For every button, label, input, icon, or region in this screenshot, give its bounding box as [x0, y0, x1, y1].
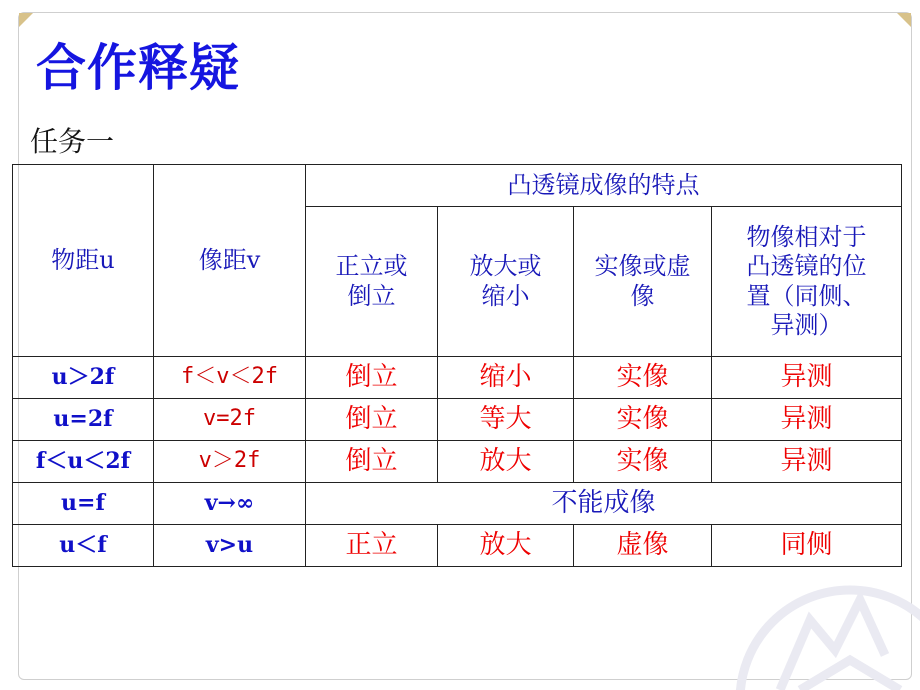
cell-image-type: 虚像 — [574, 525, 712, 567]
cell-u: u＞2f — [13, 357, 154, 399]
cell-size: 放大 — [438, 525, 574, 567]
cell-no-image: 不能成像 — [306, 483, 902, 525]
cell-v: f＜v＜2f — [154, 357, 306, 399]
cell-size: 放大 — [438, 441, 574, 483]
header-object-distance: 物距u — [13, 165, 154, 357]
cell-v: v>u — [154, 525, 306, 567]
header-position: 物像相对于 凸透镜的位 置（同侧、 异测） — [712, 207, 902, 357]
slide-title: 合作释疑 — [36, 39, 240, 97]
header-characteristics: 凸透镜成像的特点 — [306, 165, 902, 207]
header-image-distance: 像距v — [154, 165, 306, 357]
cell-orientation: 倒立 — [306, 441, 438, 483]
header-image-type: 实像或虚 像 — [574, 207, 712, 357]
cell-size: 等大 — [438, 399, 574, 441]
corner-decoration — [19, 13, 33, 27]
cell-v: v→∞ — [154, 483, 306, 525]
cell-position: 异测 — [712, 399, 902, 441]
cell-orientation: 倒立 — [306, 357, 438, 399]
cell-v: v=2f — [154, 399, 306, 441]
cell-u: u=2f — [13, 399, 154, 441]
cell-position: 异测 — [712, 441, 902, 483]
header-orientation: 正立或 倒立 — [306, 207, 438, 357]
corner-decoration — [897, 13, 911, 27]
task-label: 任务一 — [30, 125, 115, 158]
cell-image-type: 实像 — [574, 441, 712, 483]
cell-u: u＜f — [13, 525, 154, 567]
cell-orientation: 正立 — [306, 525, 438, 567]
cell-u: f＜u＜2f — [13, 441, 154, 483]
cell-image-type: 实像 — [574, 357, 712, 399]
lens-imaging-table — [12, 164, 902, 567]
cell-position: 异测 — [712, 357, 902, 399]
cell-v: v＞2f — [154, 441, 306, 483]
cell-image-type: 实像 — [574, 399, 712, 441]
cell-position: 同侧 — [712, 525, 902, 567]
cell-u: u=f — [13, 483, 154, 525]
watermark-logo — [660, 560, 920, 690]
header-size: 放大或 缩小 — [438, 207, 574, 357]
cell-size: 缩小 — [438, 357, 574, 399]
cell-orientation: 倒立 — [306, 399, 438, 441]
